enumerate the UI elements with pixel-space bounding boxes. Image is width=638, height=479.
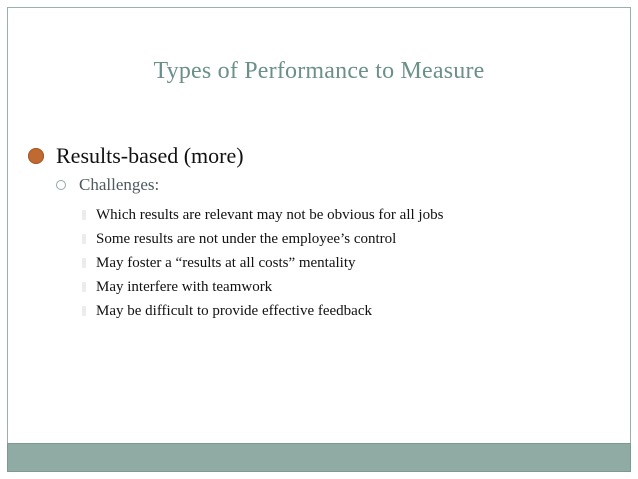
list-item [82, 275, 443, 299]
footer-band [7, 443, 631, 472]
ring-bullet-icon [56, 180, 66, 190]
bullet-results-based-text: Results-based (more) [56, 143, 244, 168]
list-item [82, 251, 443, 275]
square-bullet-icon [82, 210, 86, 220]
challenge-text: Some results are not under the employee’s control [96, 231, 397, 247]
challenge-text: May foster a “results at all costs” mentality [96, 255, 356, 271]
list-item [82, 299, 443, 323]
bullet-challenges-text: Challenges: [79, 175, 160, 194]
slide-title: Types of Performance to Measure [153, 58, 485, 84]
challenge-text: Which results are relevant may not be obvious for all jobs [96, 207, 444, 223]
square-bullet-icon [82, 306, 86, 316]
challenges-list [82, 203, 443, 323]
list-item [82, 227, 443, 251]
filled-circle-bullet-icon [28, 148, 44, 164]
bullet-challenges [56, 175, 159, 195]
square-bullet-icon [82, 282, 86, 292]
bullet-results-based [28, 143, 244, 169]
list-item [82, 203, 443, 227]
square-bullet-icon [82, 258, 86, 268]
square-bullet-icon [82, 234, 86, 244]
challenge-text: May be difficult to provide effective feedback [96, 303, 372, 319]
challenge-text: May interfere with teamwork [96, 279, 273, 295]
